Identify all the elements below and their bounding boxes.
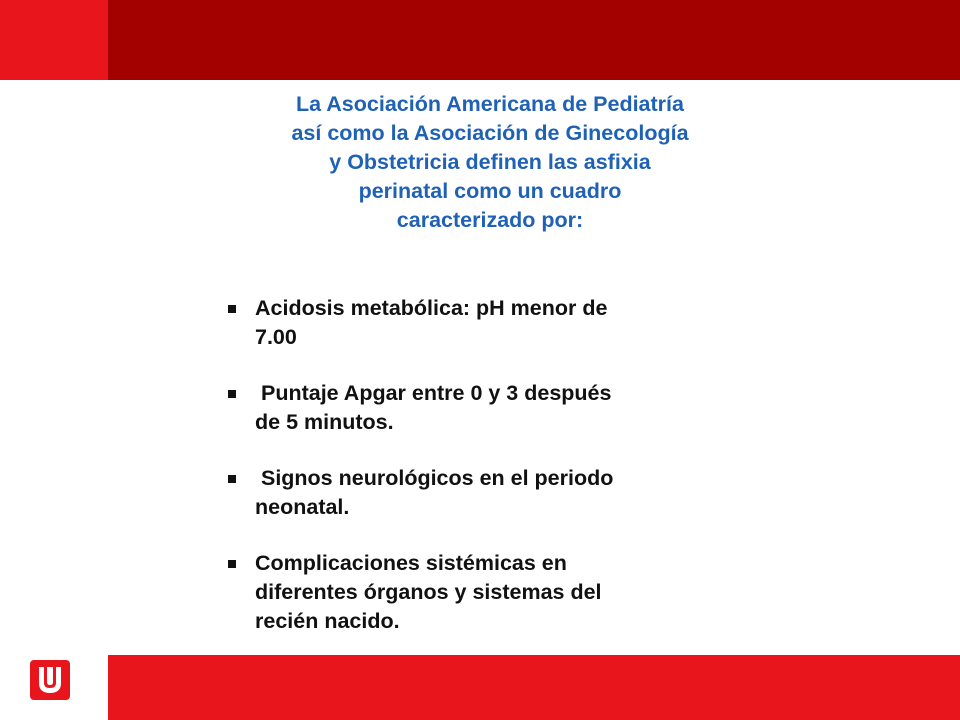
bullet-line: Puntaje Apgar entre 0 y 3 después	[255, 381, 612, 405]
heading-line: y Obstetricia definen las asfixia	[329, 150, 651, 174]
bullet-item	[227, 464, 747, 522]
heading-line: así como la Asociación de Ginecología	[291, 121, 689, 145]
square-bullet-icon	[228, 305, 236, 313]
square-bullet-icon	[228, 390, 236, 398]
bullet-line: de 5 minutos.	[255, 410, 394, 434]
square-bullet-icon	[228, 560, 236, 568]
bullet-line: Acidosis metabólica: pH menor de	[255, 296, 608, 320]
header-bar-right	[108, 0, 960, 80]
bullet-line: 7.00	[255, 325, 297, 349]
bullet-line: recién nacido.	[255, 609, 400, 633]
bullet-line: Signos neurológicos en el periodo	[255, 466, 614, 490]
heading-line: perinatal como un cuadro	[358, 179, 622, 203]
heading-line: caracterizado por:	[396, 208, 584, 232]
bullet-line: diferentes órganos y sistemas del	[255, 580, 602, 604]
bullet-line: Complicaciones sistémicas en	[255, 551, 567, 575]
bullet-item	[227, 379, 747, 437]
bullet-list	[227, 294, 747, 663]
slide-heading	[200, 90, 780, 235]
square-bullet-icon	[228, 475, 236, 483]
heading-line: La Asociación Americana de Pediatría	[296, 92, 684, 116]
university-u-logo-icon	[30, 660, 70, 700]
bullet-line: neonatal.	[255, 495, 350, 519]
bullet-item	[227, 294, 747, 352]
header-bar-left	[0, 0, 108, 80]
footer-bar-right	[108, 655, 960, 720]
bullet-item	[227, 549, 747, 636]
